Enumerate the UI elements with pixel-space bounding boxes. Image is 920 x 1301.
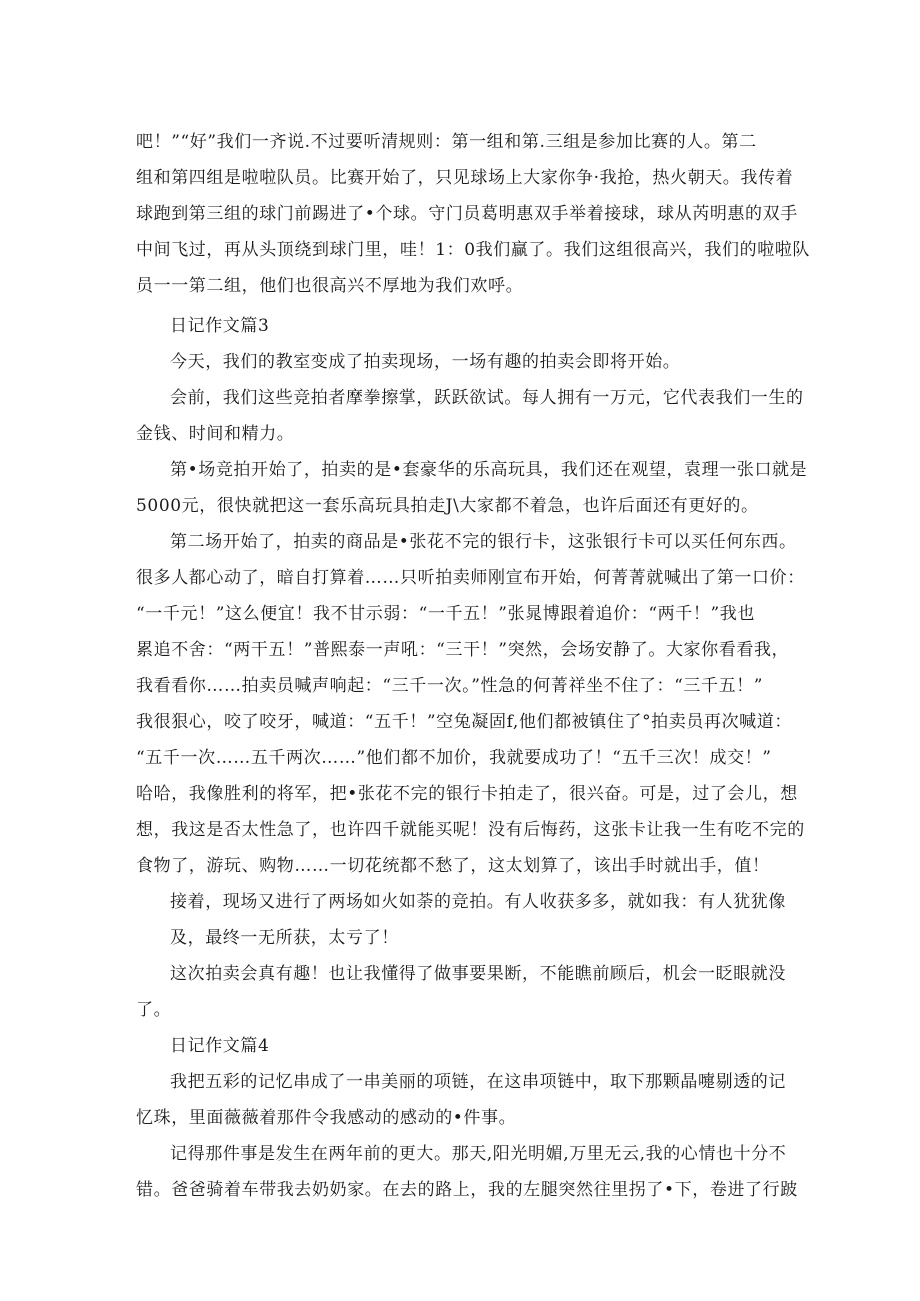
text-line: 第二场开始了，拍卖的商品是•张花不完的银行卡，这张银行卡可以买任何东西。 bbox=[170, 532, 797, 552]
text-line: 累追不舍：“两干五！”普熙泰一声吼：“三干！”突然，会场安静了。大家你看看我， bbox=[136, 640, 790, 660]
text-line: 组和第四组是啦啦队员。比赛开始了，只见球场上大家你争·我抢，热火朝天。我传着 bbox=[136, 168, 794, 188]
text-line: 我把五彩的记忆串成了一串美丽的项链，在这串项链中，取下那颗晶嚏剔透的记 bbox=[170, 1072, 786, 1092]
paragraph bbox=[136, 124, 811, 304]
text-line: 忆珠，里面薇薇着那件令我感动的感动的•件事。 bbox=[136, 1108, 517, 1128]
text-line: 员一一第二组，他们也很高兴不厚地为我们欢呼。 bbox=[136, 276, 524, 296]
text-line: 第•场竞拍开始了，拍卖的是•套豪华的乐高玩具，我们还在观望，袁理一张口就是 bbox=[170, 460, 808, 480]
text-line: 5000元，很快就把这一套乐高玩具拍走J\大家都不着急，也许后面还有更好的。 bbox=[136, 496, 759, 516]
section-heading: 日记作文篇3 bbox=[170, 316, 270, 336]
text-line: 接着，现场又进行了两场如火如荼的竞拍。有人收获多多，就如我：有人犹犹像 bbox=[170, 892, 786, 912]
text-line: 错。爸爸骑着车带我去奶奶家。在去的路上，我的左腿突然往里拐了•下，卷进了行跛 bbox=[136, 1180, 798, 1200]
text-line: 想，我这是否太性急了，也许四千就能买呢！没有后悔药，这张卡让我一生有吃不完的 bbox=[136, 820, 805, 840]
text-line: 这次拍卖会真有趣！也让我懂得了做事要果断，不能瞧前顾后，机会一眨眼就没 bbox=[170, 964, 786, 984]
paragraph bbox=[136, 380, 804, 452]
text-line: 记得那件事是发生在两年前的更大。那天,阳光明媚,万里无云,我的心情也十分不 bbox=[170, 1144, 787, 1164]
text-line: 球跑到第三组的球门前踢进了•个球。守门员葛明惠双手举着接球，球从芮明惠的双手 bbox=[136, 204, 798, 224]
document-page bbox=[136, 124, 811, 1208]
text-line: “五千一次……五千两次……”他们都不加价，我就要成功了！“五千三次！成交！” bbox=[136, 748, 772, 768]
paragraph bbox=[136, 452, 808, 524]
section-heading: 日记作文篇4 bbox=[170, 1036, 270, 1056]
paragraph bbox=[136, 524, 805, 884]
text-line: 食物了，游玩、购物……一切花统都不愁了，这太划算了，该出手时就出手，值！ bbox=[136, 856, 770, 876]
paragraph bbox=[136, 1136, 798, 1208]
text-line: 今天，我们的教室变成了拍卖现场，一场有趣的拍卖会即将开始。 bbox=[170, 352, 681, 372]
text-line: 了。 bbox=[136, 1000, 172, 1020]
paragraph bbox=[136, 884, 784, 956]
text-line: 吧！”“好”我们一齐说.不过要听清规则：第一组和第.三组是参加比赛的人。第二 bbox=[136, 132, 757, 152]
text-line: “一千元！”这么便宜！我不甘示弱：“一千五！”张晁博跟着追价：“两千！”我也 bbox=[136, 604, 755, 624]
paragraph bbox=[136, 1064, 784, 1136]
text-line: 哈哈，我像胜利的将军，把•张花不完的银行卡拍走了，很兴奋。可是，过了会儿，想 bbox=[136, 784, 798, 804]
paragraph bbox=[136, 344, 784, 380]
text-line: 我很狠心，咬了咬牙，喊道：“五千！”空兔凝固f,他们都被镇住了°拍卖员再次喊道： bbox=[136, 712, 792, 732]
text-line: 很多人都心动了，暗自打算着……只听拍卖师刚宣布开始，何菁菁就喊出了第一口价： bbox=[136, 568, 805, 588]
text-line: 会前，我们这些竞拍者摩拳擦掌，跃跃欲试。每人拥有一万元，它代表我们一生的 bbox=[170, 388, 804, 408]
text-line: 中间飞过，再从头顶绕到球门里，哇！1：0我们赢了。我们这组很高兴，我们的啦啦队 bbox=[136, 240, 811, 260]
text-line: 金钱、时间和精力。 bbox=[136, 424, 295, 444]
text-line: 我看看你……拍卖员喊声响起：“三千一次。”性急的何菁祥坐不住了：“三千五！” bbox=[136, 676, 764, 696]
text-line: 及，最终一无所获，太亏了！ bbox=[170, 928, 399, 948]
paragraph bbox=[136, 956, 784, 1028]
